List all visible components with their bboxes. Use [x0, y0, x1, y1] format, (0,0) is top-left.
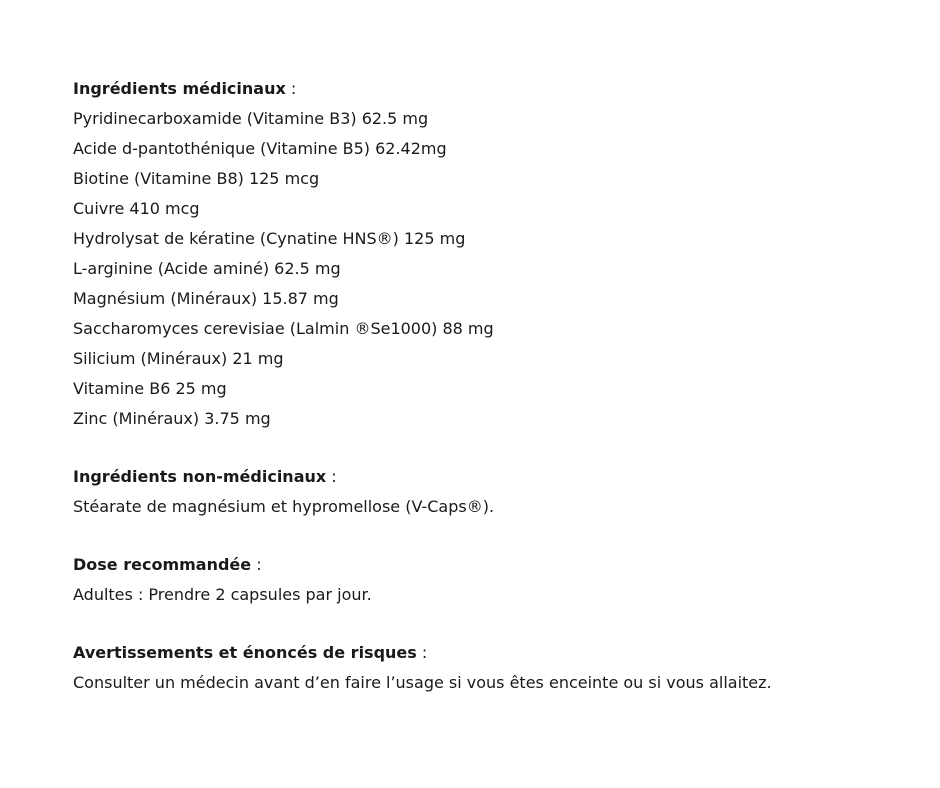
section-heading — [73, 74, 913, 104]
section-heading-text: Avertissements et énoncés de risques — [73, 643, 417, 662]
ingredient-line: Saccharomyces cerevisiae (Lalmin ®Se1000) 88 mg — [73, 319, 494, 338]
section-heading — [73, 638, 913, 668]
ingredient-line: Zinc (Minéraux) 3.75 mg — [73, 409, 271, 428]
section-spacer — [73, 434, 913, 462]
section-heading-text: Ingrédients non-médicinaux — [73, 467, 327, 486]
ingredient-line: Hydrolysat de kératine (Cynatine HNS®) 125 mg — [73, 229, 466, 248]
section-heading-colon: : — [251, 555, 262, 574]
section-text-line: Adultes : Prendre 2 capsules par jour. — [73, 585, 372, 604]
section-heading-colon: : — [285, 79, 297, 98]
section-warnings — [73, 638, 913, 698]
section-heading-text: Dose recommandée — [73, 555, 252, 574]
section-heading — [73, 462, 913, 492]
section-heading-colon: : — [416, 643, 428, 662]
ingredient-line: Silicium (Minéraux) 21 mg — [73, 349, 284, 368]
ingredient-line: L-arginine (Acide aminé) 62.5 mg — [73, 259, 341, 278]
section-heading-text: Ingrédients médicinaux — [73, 79, 286, 98]
product-info-document — [73, 74, 913, 698]
ingredient-line: Acide d-pantothénique (Vitamine B5) 62.42mg — [73, 139, 447, 158]
ingredient-line: Pyridinecarboxamide (Vitamine B3) 62.5 mg — [73, 109, 429, 128]
section-non-medicinal-ingredients — [73, 462, 913, 522]
section-spacer — [73, 610, 913, 638]
ingredient-line: Magnésium (Minéraux) 15.87 mg — [73, 289, 339, 308]
section-text-line: Consulter un médecin avant d’en faire l’usage si vous êtes enceinte ou si vous allaitez. — [73, 673, 772, 692]
section-text-line: Stéarate de magnésium et hypromellose (V-Caps®). — [73, 497, 495, 516]
section-recommended-dose — [73, 550, 913, 610]
ingredient-line: Biotine (Vitamine B8) 125 mcg — [73, 169, 320, 188]
ingredient-line: Cuivre 410 mcg — [73, 199, 200, 218]
section-heading — [73, 550, 913, 580]
ingredient-line: Vitamine B6 25 mg — [73, 379, 227, 398]
section-heading-colon: : — [326, 467, 337, 486]
section-spacer — [73, 522, 913, 550]
section-medicinal-ingredients — [73, 74, 913, 434]
